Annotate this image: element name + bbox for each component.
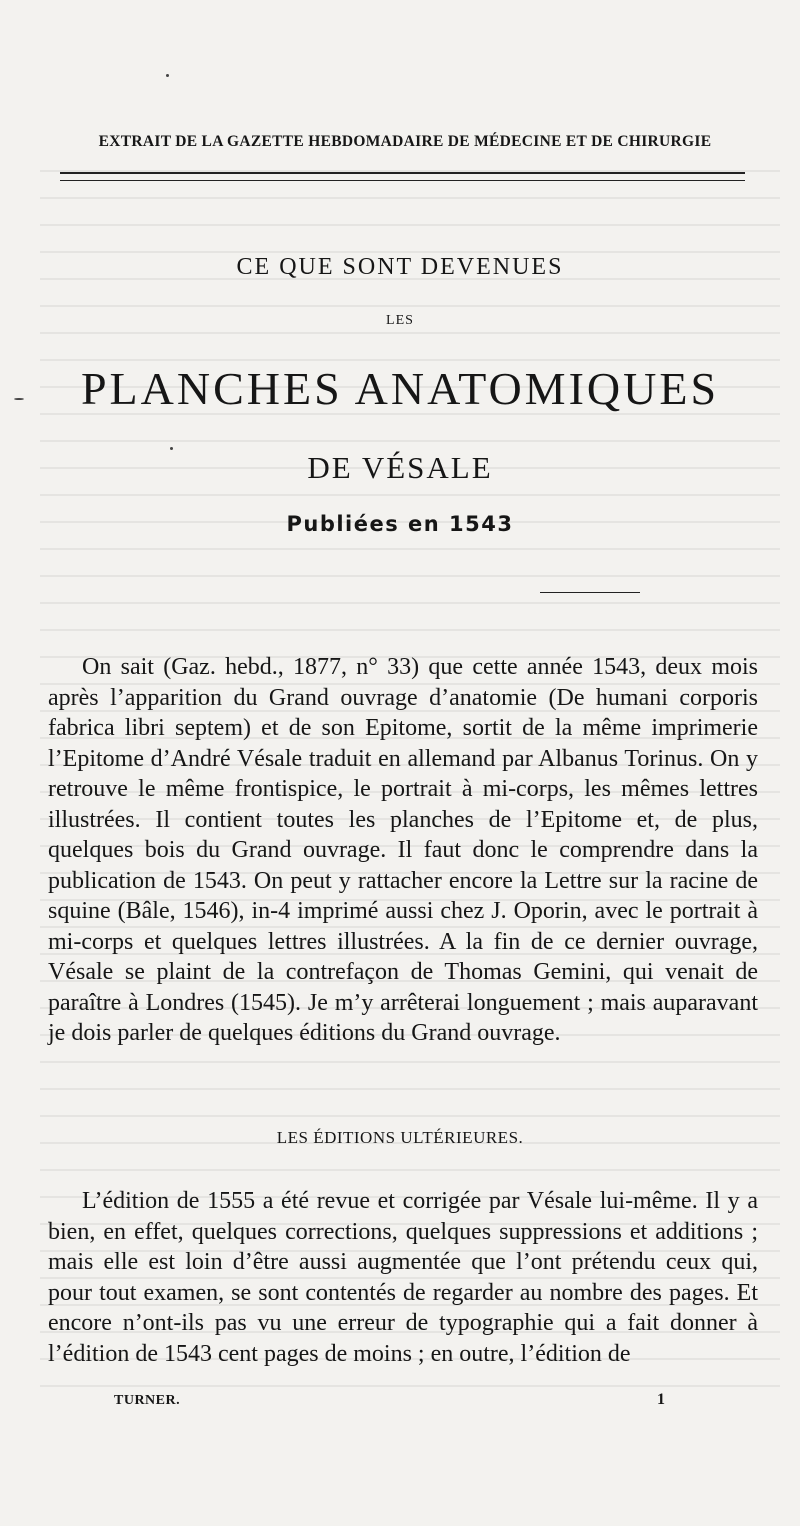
main-title: PLANCHES ANATOMIQUES (80, 363, 720, 414)
title-line-2: LES (386, 313, 414, 328)
header-double-rule (60, 172, 745, 181)
title-line-4: DE VÉSALE (307, 450, 493, 485)
title-line-1: CE QUE SONT DEVENUES (236, 254, 564, 280)
running-header: EXTRAIT DE LA GAZETTE HEBDOMADAIRE DE MÉDECINE ET DE CHIRURGIE (98, 133, 712, 150)
page-number: 1 (657, 1391, 665, 1408)
subtitle-date: Publiées en 1543 (286, 512, 514, 536)
paragraph-editions: L’édition de 1555 a été revue et corrigée par Vésale lui-même. Il y a bien, en effet, quelques corrections, quelques suppressions et additions ; mais elle est loin d’être aussi augmentée que l’ont prétendu ceux qui, pour tout examen, se sont contentés de regarder au nombre des pages. Et encore n’ont-ils pas vu une erreur de typographie qui a fait donner à l’édition de 1543 cent pages de moins ; en outre, l’édition de (48, 1188, 758, 1367)
section-heading: LES ÉDITIONS ULTÉRIEURES. (276, 1128, 524, 1147)
body-section-2 (48, 1186, 758, 1369)
body-section-1 (48, 652, 758, 1049)
footer-signature: TURNER. (114, 1393, 181, 1408)
speck-mark (166, 74, 169, 77)
paragraph-intro: On sait (Gaz. hebd., 1877, n° 33) que cette année 1543, deux mois après l’apparition du Grand ouvrage d’anatomie (De humani corporis fabrica libri septem) et de son Epitome, sortit de la même imprimerie l’Epitome d’André Vésale traduit en allemand par Albanus Torinus. On y retrouve le même frontispice, le portrait à mi-corps, les mêmes lettres illustrées. Il contient toutes les planches de l’Epitome et, de plus, quelques bois du Grand ouvrage. Il faut donc le comprendre dans la publication de 1543. On peut y rattacher encore la Lettre sur la racine de squine (Bâle, 1546), in-4 imprimé aussi chez J. Oporin, avec le portrait à mi-corps et quelques lettres illustrées. A la fin de ce dernier ouvrage, Vésale se plaint de la contrefaçon de Thomas Gemini, qui venait de paraître à Londres (1545). Je m’y arrêterai longuement ; mais auparavant je dois parler de quelques éditions du Grand ouvrage. (48, 654, 758, 1046)
title-separator-rule (540, 592, 640, 593)
